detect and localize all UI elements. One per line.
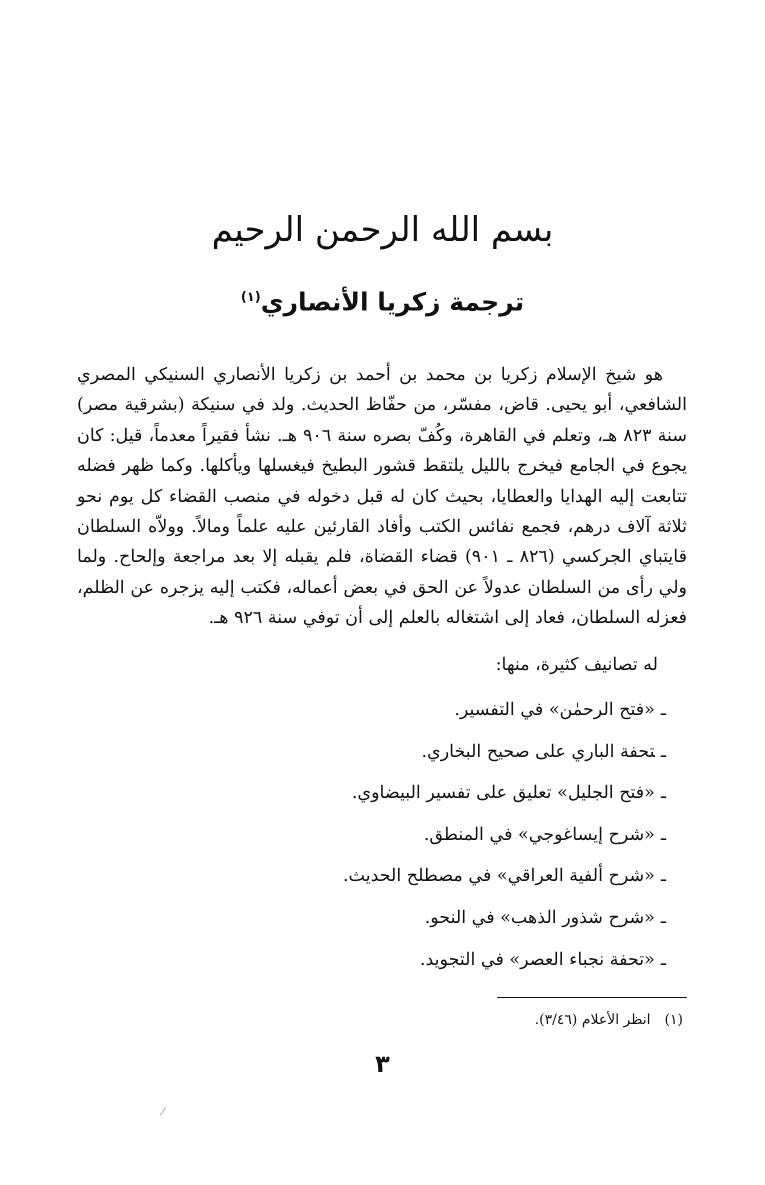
list-bullet: ـ [660, 741, 666, 762]
list-bullet: ـ [660, 783, 666, 804]
list-item [343, 773, 666, 815]
work-title: تحفة الباري على صحيح البخاري. [421, 741, 655, 762]
list-item [343, 856, 666, 898]
list-bullet: ـ [660, 824, 666, 845]
list-bullet: ـ [660, 949, 666, 970]
footnote [535, 1008, 683, 1032]
page-title [0, 278, 765, 322]
work-title: «شرح ألفية العراقي» في مصطلح الحديث. [342, 866, 655, 887]
basmala-heading: بسم الله الرحمن الرحيم [211, 210, 554, 250]
list-bullet: ـ [660, 907, 666, 928]
footnote-divider [497, 997, 687, 998]
works-intro: له تصانيف كثيرة، منها: [495, 655, 658, 675]
list-bullet: ـ [660, 866, 666, 887]
list-item [343, 815, 666, 857]
title-footnote-marker: (١) [240, 290, 261, 305]
biography-body [77, 360, 687, 634]
work-title: «تحفة نجباء العصر» في التجويد. [419, 949, 655, 970]
list-item [343, 732, 666, 774]
page-number: ٣ [375, 1050, 390, 1078]
list-item [343, 690, 666, 732]
work-title: «فتح الجليل» تعليق على تفسير البيضاوي. [351, 783, 655, 804]
works-list [343, 690, 666, 981]
biography-paragraph: هو شيخ الإسلام زكريا بن محمد بن أحمد بن زكريا الأنصاري السنيكي المصري الشافعي، أبو يحيى. قاض، مفسّر، من حفّاظ الحديث. ولد في سنيكة (بشرقية مصر) سنة ٨٢٣ هـ، وتعلم في القاهرة، وكُفّ بصره سنة ٩٠٦ هـ. نشأ فقيراً معدماً، قيل: كان يجوع في الجامع فيخرج بالليل يلتقط قشور البطيخ فيغسلها ويأكلها. وكما ظهر فضله تتابعت إليه الهدايا والعطايا، بحيث كان له قبل دخوله في منصب القضاء كل يوم نحو ثلاثة آلاف درهم، فجمع نفائس الكتب وأفاد القارئين عليه علماً ومالاً. وولاّه السلطان قايتباي الجركسي (٨٢٦ ـ ٩٠١) قضاء القضاة، فلم يقبله إلا بعد مراجعة وإلحاح. ولما ولي رأى من السلطان عدولاً عن الحق في بعض أعماله، فكتب إليه يزجره عن الظلم، فعزله السلطان، فعاد إلى اشتغاله بالعلم إلى أن توفي سنة ٩٢٦ هـ. [77, 365, 688, 629]
list-bullet: ـ [660, 700, 666, 720]
footnote-text: انظر الأعلام (٣/٤٦). [534, 1012, 651, 1028]
work-title: «شرح شذور الذهب» في النحو. [424, 907, 655, 928]
scan-mark [160, 1107, 171, 1119]
list-item [343, 940, 666, 982]
footnote-number: (١) [664, 1012, 683, 1028]
title-text: ترجمة زكريا الأنصاري [260, 287, 525, 317]
list-item [343, 898, 666, 940]
work-title: «شرح إيساغوجي» في المنطق. [423, 824, 655, 845]
work-title: «فتح الرحمٰن» في التفسير. [454, 700, 655, 720]
